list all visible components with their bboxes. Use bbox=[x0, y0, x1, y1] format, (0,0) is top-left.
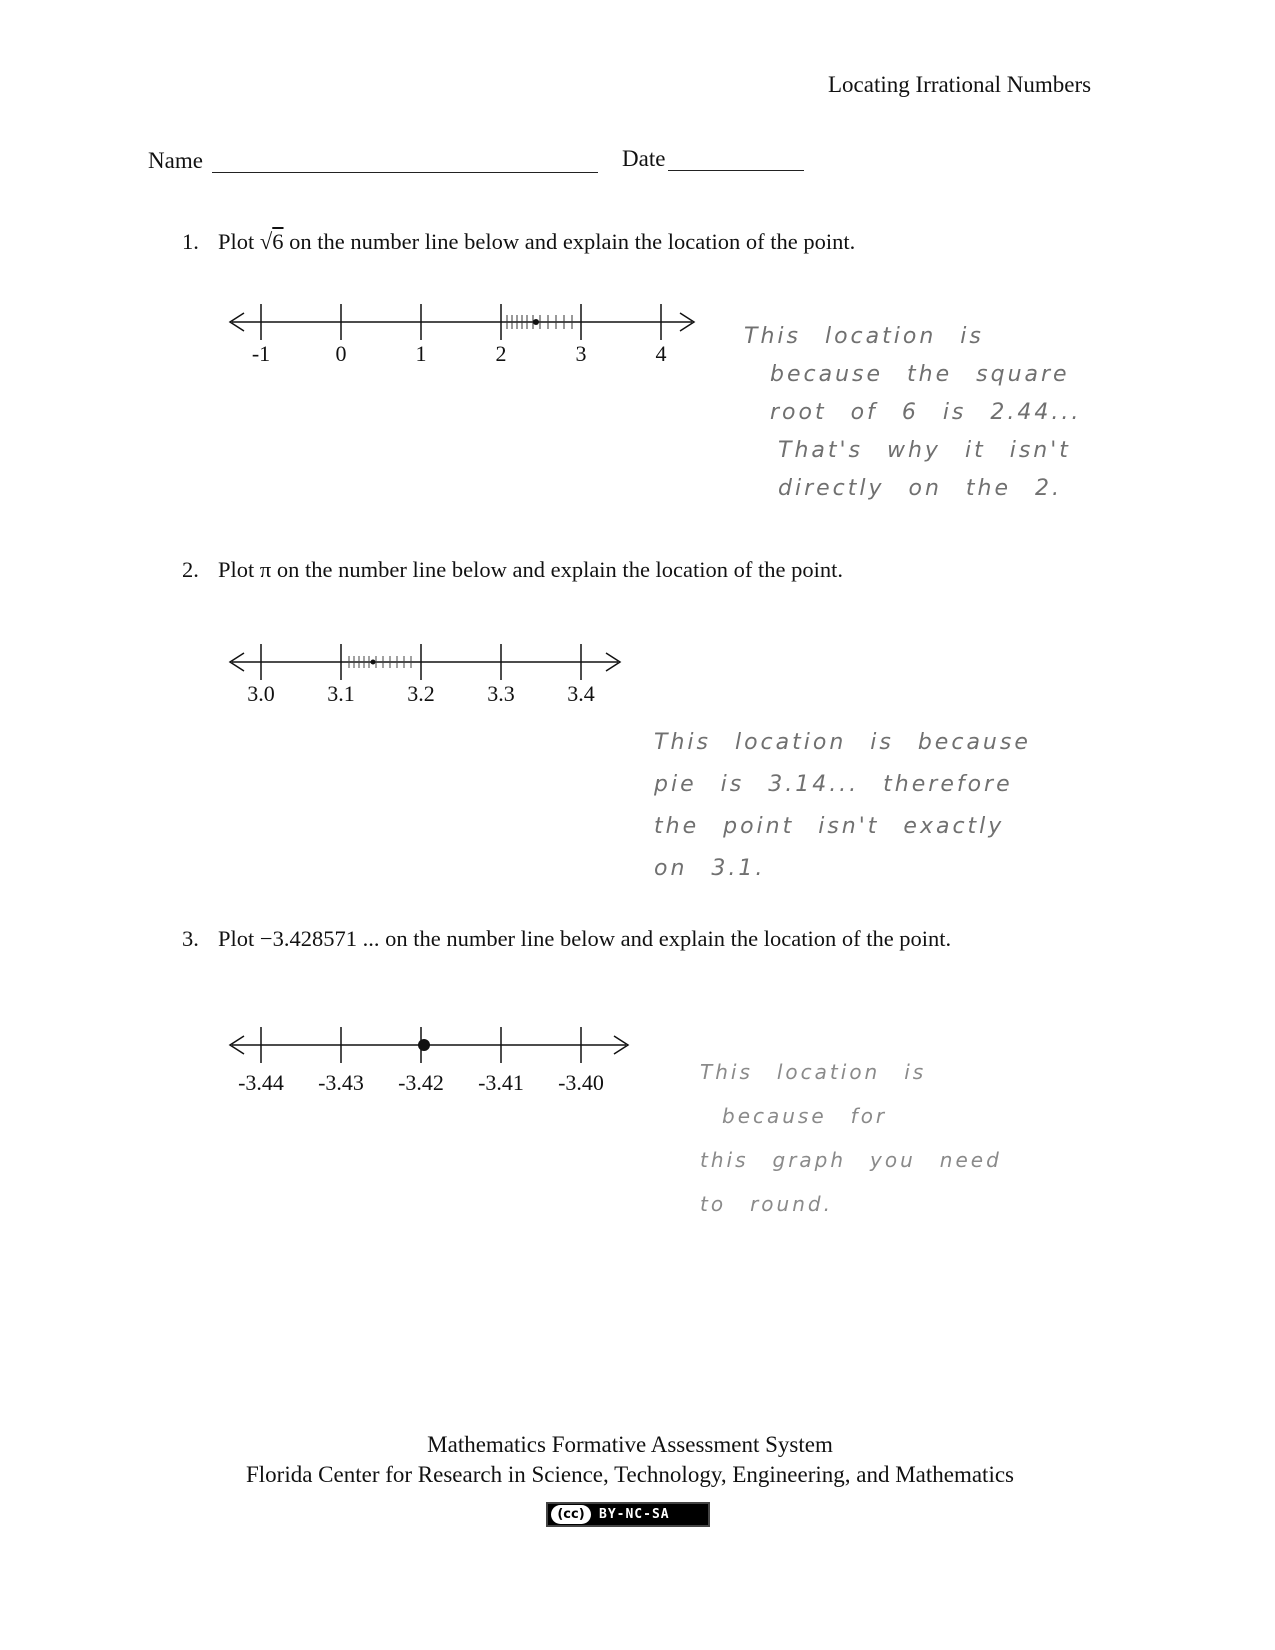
question-2-prefix: Plot bbox=[218, 557, 260, 582]
question-3-number: 3. bbox=[182, 926, 199, 951]
name-blank-line bbox=[212, 172, 598, 173]
tick-label: -3.40 bbox=[558, 1070, 604, 1095]
name-label: Name bbox=[148, 148, 203, 173]
question-2-suffix: on the number line below and explain the location of the point. bbox=[271, 557, 844, 582]
tick-label: -3.44 bbox=[238, 1070, 284, 1095]
tick-label: 1 bbox=[415, 341, 427, 366]
number-line-2 bbox=[220, 635, 640, 715]
footer-line-1: Mathematics Formative Assessment System bbox=[427, 1432, 833, 1457]
answer-2-line-1: This location is because bbox=[654, 730, 1031, 755]
tick-label: 3.3 bbox=[487, 681, 515, 706]
answer-1-line-4: That's why it isn't bbox=[778, 438, 1071, 463]
plotted-point-negative bbox=[418, 1039, 430, 1051]
answer-1-line-3: root of 6 is 2.44... bbox=[770, 400, 1082, 425]
answer-3 bbox=[700, 1050, 1026, 1226]
tick-label: 3.0 bbox=[247, 681, 275, 706]
date-label: Date bbox=[622, 146, 666, 171]
number-line-1-labels bbox=[252, 341, 667, 366]
tick-label: -1 bbox=[251, 341, 271, 366]
date-blank-line bbox=[668, 170, 804, 171]
tick-label: 3.2 bbox=[407, 681, 435, 706]
plotted-point-sqrt6 bbox=[533, 319, 539, 325]
license-text: BY-NC-SA bbox=[599, 1507, 670, 1522]
footer-line-2: Florida Center for Research in Science, Technology, Engineering, and Mathematics bbox=[245, 1462, 1014, 1487]
answer-2 bbox=[654, 722, 1055, 890]
worksheet-title: Locating Irrational Numbers bbox=[828, 72, 1092, 97]
tick-label: 4 bbox=[655, 341, 667, 366]
tick-label: 0 bbox=[335, 341, 347, 366]
question-3-prompt bbox=[182, 926, 951, 952]
question-1-prompt bbox=[182, 229, 855, 255]
answer-1-line-1: This location is bbox=[744, 324, 984, 349]
tick-label: 3.1 bbox=[327, 681, 355, 706]
answer-1-line-2: because the square bbox=[770, 362, 1070, 387]
tick-label: -3.42 bbox=[398, 1070, 444, 1095]
tick-label: 2 bbox=[495, 341, 507, 366]
answer-3-line-3: this graph you need bbox=[700, 1148, 1002, 1172]
question-2-number: 2. bbox=[182, 557, 199, 582]
question-1-number: 1. bbox=[182, 229, 199, 254]
answer-3-line-1: This location is bbox=[700, 1060, 927, 1084]
number-line-2-labels bbox=[247, 681, 595, 706]
answer-1 bbox=[744, 318, 1105, 508]
sqrt-symbol: √ bbox=[259, 229, 273, 254]
answer-3-line-2: because for bbox=[722, 1104, 888, 1128]
question-1-prefix: Plot bbox=[218, 229, 260, 254]
question-3-text: Plot −3.428571 ... on the number line below and explain the location of the point. bbox=[218, 926, 952, 951]
answer-2-line-4: on 3.1. bbox=[654, 856, 766, 881]
plotted-point-pi bbox=[371, 660, 376, 665]
answer-3-line-4: to round. bbox=[700, 1192, 833, 1216]
answer-2-line-3: the point isn't exactly bbox=[654, 814, 1005, 839]
license-badge bbox=[546, 1502, 710, 1527]
answer-2-line-2: pie is 3.14... therefore bbox=[654, 772, 1013, 797]
number-line-3 bbox=[220, 1018, 640, 1108]
number-line-3-labels bbox=[238, 1070, 604, 1095]
tick-label: 3.4 bbox=[567, 681, 595, 706]
question-1-suffix: on the number line below and explain the location of the point. bbox=[283, 229, 856, 254]
tick-label: -3.43 bbox=[318, 1070, 364, 1095]
pi-symbol: π bbox=[259, 557, 272, 582]
question-2-prompt bbox=[182, 557, 843, 583]
radicand: 6 bbox=[272, 229, 284, 254]
tick-label: -3.41 bbox=[478, 1070, 524, 1095]
tick-label: 3 bbox=[575, 341, 587, 366]
answer-1-line-5: directly on the 2. bbox=[778, 476, 1063, 501]
number-line-1 bbox=[220, 295, 700, 375]
cc-icon: (cc) bbox=[551, 1505, 591, 1524]
